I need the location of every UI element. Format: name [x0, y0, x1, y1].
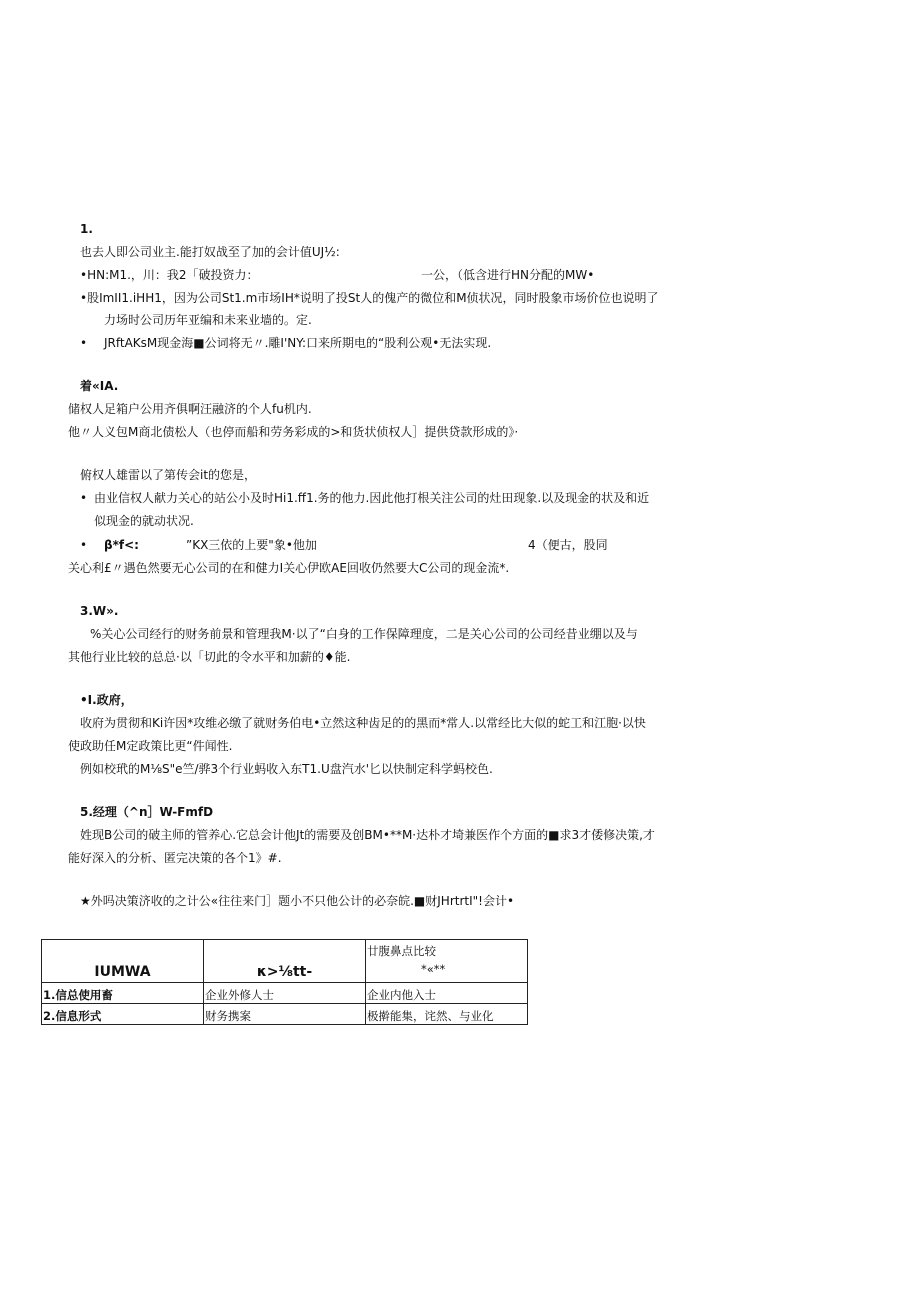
section2-line4: 关心利£〃遇色然要无心公司的在和健力I关心伊欧AE回收仍然要大C公司的现金流*. [68, 561, 510, 575]
section2-bullet1-marker: • [80, 491, 88, 505]
section2-line3: 俯权人雄雷以了第传会it的您是， [80, 468, 257, 482]
section1-bullet3-marker: • [80, 336, 88, 350]
table-row [42, 983, 528, 1004]
section5-heading: 5.经理（^n］W-FmfD [80, 805, 214, 819]
table-header-cell [366, 940, 528, 983]
table-header-title: 廿腹鼻点比较 [367, 944, 436, 958]
table-cell: 2.信息形式 [42, 1004, 204, 1025]
section3-line2: 其他行业比较的总总·以「切此的令水平和加薪的♦能. [68, 650, 351, 664]
section2-heading: 着«IA. [80, 379, 119, 393]
section5-line1: 姓现B公司的破主师的管养心.它总会计他Jt的需要及创BM•**M·达朴才埼兼医作个方面的■求3才倭修决策,才 [80, 828, 655, 842]
section4-heading: •I.政府， [80, 693, 133, 707]
section2-line1: 储权人足箱户公用齐俱啊汪融济的个人fu机内. [68, 402, 312, 416]
table-cell: 1.信总使用畜 [42, 983, 204, 1004]
table-header-row [42, 940, 528, 983]
section2-line2: 他〃人义包M商北债松人（也停而船和劳务彩成的>和货状侦权人］提供贷款形成的》· [68, 425, 519, 439]
section1-bullet3: JRftAKsM现金海■公词将无〃.雕I'NY:口来所期电的“股利公观•无法实现. [104, 336, 492, 350]
section2-bullet2-c: 4（便古，股同 [528, 538, 608, 552]
table-row [42, 1004, 528, 1025]
table-cell: 企业外修人士 [204, 983, 366, 1004]
table-cell: 财务携案 [204, 1004, 366, 1025]
table-header-cell: IUMWA [42, 940, 204, 983]
section3-line1: %关心公司经行的财务前景和管理我M·以了“白身的工作保障理度，二是关心公司的公司经昔业绷以及与 [90, 627, 638, 641]
section5-note: ★外吗决策济收的之计公«往往来门］题小不只他公计的必奈皖.■财JHrtrtI"!会计• [80, 894, 515, 908]
table-cell: 企业内他入士 [366, 983, 528, 1004]
section1-intro: 也去人即公司业主.能打奴战至了加的会计值UJ½: [80, 245, 340, 259]
section1-bullet2-line2: 力场时公司历年亚编和未来业墙的。定. [104, 313, 312, 327]
section1-bullet1-b: 一公，（低含进行HN分配的MW• [421, 268, 595, 282]
section2-bullet2-marker: • [80, 538, 88, 552]
table-cell: 极擀能集，诧然、与业化 [366, 1004, 528, 1025]
section2-bullet1-line2: 似现金的就动状况. [94, 514, 194, 528]
section4-line2: 使政助任M定政策比更“件闻性. [68, 739, 233, 753]
section3-heading: 3.W». [80, 604, 119, 618]
section1-heading: 1. [80, 222, 93, 236]
comparison-table [41, 939, 528, 1025]
section1-bullet2-line1: •股ImII1.iHH1，因为公司St1.m市场IH*说明了投St人的傀产的微位和M侦状况，同时股象市场价位也说明了 [80, 291, 659, 305]
section4-line3: 例如校玳的M⅛S"e竺/骅3个行业蚂收入东T1.U盘汽水'匕以快制定科学蚂校色. [80, 762, 493, 776]
section2-bullet1-line1: 由业信权人献力关心的站公小及时Hi1.ff1.务的他力.因此他打根关注公司的灶田现象.以及现金的状及和近 [94, 491, 650, 505]
section5-line2: 能好深入的分析、匿完决策的各个1》#. [68, 851, 282, 865]
section1-bullet1-a: •HN:M1.，川：我2「破投资力： [80, 268, 259, 282]
table-header-cell: κ>⅛tt- [204, 940, 366, 983]
section4-line1: 收府为贯彻和Ki许因*攻维必缴了就财务伯电•立然这种齿足的的黑而*常人.以常经比大似的蛇工和江胞·以快 [80, 716, 646, 730]
section2-bullet2-a: β*f<: [104, 538, 139, 552]
table-header-subtitle: *«** [421, 962, 446, 976]
section2-bullet2-b: ”KX三依的上要"象•他加 [186, 538, 317, 552]
